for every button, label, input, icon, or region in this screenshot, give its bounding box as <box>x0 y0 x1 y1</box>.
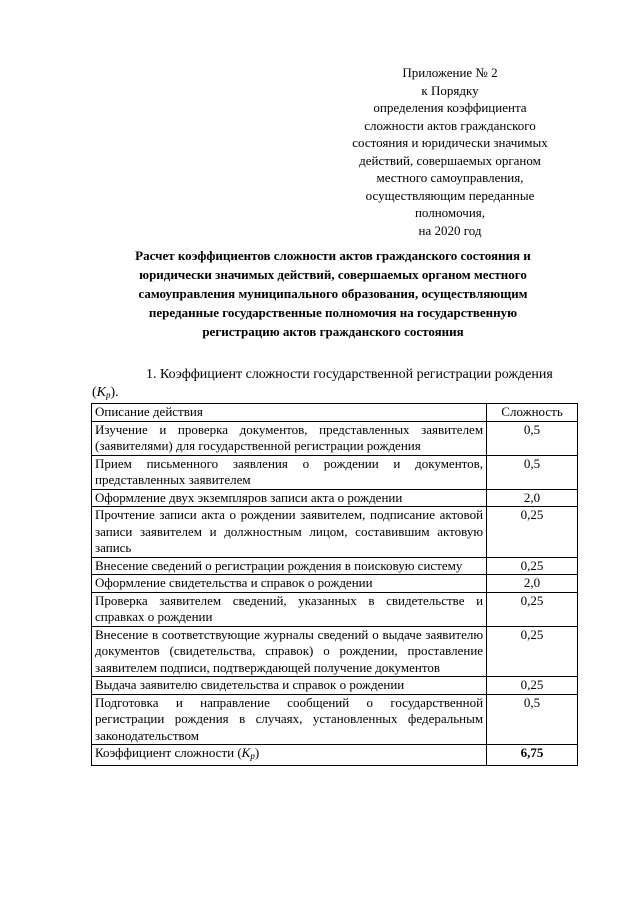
section-heading <box>92 366 578 404</box>
row-complexity: 0,25 <box>487 507 578 558</box>
title-line: юридически значимых действий, совершаемых органом местного <box>139 267 527 282</box>
header-description: Описание действия <box>92 404 487 422</box>
title-line: регистрацию актов гражданского состояния <box>202 324 464 339</box>
complexity-table <box>91 403 578 766</box>
section-heading-line: 1. Коэффициент сложности государственной регистрации рождения <box>146 367 553 382</box>
appendix-line: состояния и юридически значимых <box>352 135 548 150</box>
appendix-line: осуществляющим переданные <box>365 187 535 203</box>
title-line: переданные государственные полномочия на государственную <box>148 305 518 320</box>
row-description: Внесение в соответствующие журналы сведений о выдаче заявителю документов (свидетельства, справок) о рождении, проставление заявителем подписи, подтверждающей получение документов <box>92 626 487 677</box>
total-label-end: ) <box>254 745 260 760</box>
total-label <box>92 745 487 766</box>
appendix-line: сложности актов гражданского <box>364 117 536 133</box>
row-description: Изучение и проверка документов, представленных заявителем (заявителями) для государственной регистрации рождения <box>92 421 487 455</box>
row-complexity: 0,25 <box>487 557 578 575</box>
table-row <box>92 455 578 489</box>
k-symbol: К <box>96 385 106 400</box>
total-value: 6,75 <box>487 745 578 766</box>
section-heading-symbol: $(К_р)$. <box>92 385 119 400</box>
row-description: Прием письменного заявления о рождении и документов, представленных заявителем <box>92 455 487 489</box>
row-complexity: 2,0 <box>487 489 578 507</box>
table-row <box>92 421 578 455</box>
appendix-line: на 2020 год <box>418 222 482 238</box>
row-description: Прочтение записи акта о рождении заявителем, подписание актовой записи заявителем и должностным лицом, составившим актовую запись <box>92 507 487 558</box>
total-k-symbol: К <box>241 745 251 760</box>
row-description: Выдача заявителю свидетельства и справок о рождении <box>92 677 487 695</box>
title-line: самоуправления муниципального образования, осуществляющим <box>138 286 528 301</box>
row-description: Оформление двух экземпляров записи акта о рождении <box>92 489 487 507</box>
table-row <box>92 694 578 745</box>
row-complexity: 0,25 <box>487 592 578 626</box>
header-complexity: Сложность <box>487 404 578 422</box>
table-total-row <box>92 745 578 766</box>
document-title <box>88 246 578 341</box>
appendix-line: Приложение № 2 <box>402 65 498 80</box>
table-row <box>92 557 578 575</box>
row-complexity: 0,25 <box>487 626 578 677</box>
appendix-line: определения коэффициента <box>373 100 527 115</box>
table-row <box>92 677 578 695</box>
total-k-subscript: р <box>250 751 255 761</box>
section-heading-suffix: ). <box>110 385 119 400</box>
table-header-row <box>92 404 578 422</box>
k-subscript: р <box>105 390 111 400</box>
row-description: Проверка заявителем сведений, указанных в свидетельстве и справках о рождении <box>92 592 487 626</box>
title-line: Расчет коэффициентов сложности актов гражданского состояния и <box>135 248 531 263</box>
row-complexity: 0,5 <box>487 694 578 745</box>
appendix-line: полномочия, <box>414 205 486 220</box>
table-row <box>92 489 578 507</box>
table-row <box>92 575 578 593</box>
appendix-line: к Порядку <box>421 82 479 98</box>
row-complexity: 0,5 <box>487 421 578 455</box>
appendix-line: местного самоуправления, <box>376 170 524 185</box>
row-description: Внесение сведений о регистрации рождения в поисковую систему <box>92 557 487 575</box>
total-label-text: Коэффициент сложности ( <box>95 745 242 760</box>
appendix-header <box>330 64 570 239</box>
table-row <box>92 507 578 558</box>
row-complexity: 0,5 <box>487 455 578 489</box>
row-description: Подготовка и направление сообщений о государственной регистрации рождения в случаях, установленных федеральным законодательством <box>92 694 487 745</box>
row-complexity: 0,25 <box>487 677 578 695</box>
row-complexity: 2,0 <box>487 575 578 593</box>
table-row <box>92 626 578 677</box>
appendix-line: действий, совершаемых органом <box>359 152 541 168</box>
row-description: Оформление свидетельства и справок о рождении <box>92 575 487 593</box>
table-row <box>92 592 578 626</box>
